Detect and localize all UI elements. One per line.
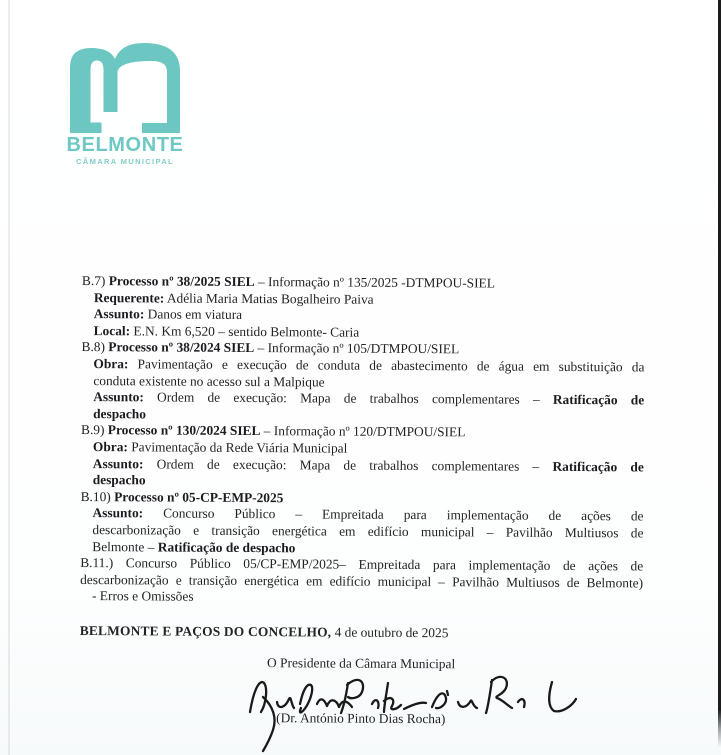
text-segment-bold: Assunto:	[92, 505, 144, 521]
text-segment: Ordem de execução: Mapa de trabalhos complementares –	[143, 389, 553, 408]
text-segment-bold: Requerente:	[93, 289, 165, 306]
text-segment: B.9)	[80, 422, 108, 438]
text-segment-bold: Processo nº 05-CP-EMP-2025	[114, 488, 284, 505]
signer-title: O Presidente da Câmara Municipal	[267, 655, 456, 672]
logo-brand-text: BELMONTE	[66, 134, 184, 156]
text-segment-bold: Ratificação de	[552, 458, 644, 474]
process-item	[80, 489, 643, 559]
text-segment: – Informação nº 135/2025 -DTMPOU-SIEL	[254, 274, 495, 291]
text-segment: Adélia Maria Matias Bogalheiro Paiva	[164, 290, 374, 307]
text-segment-bold: Local:	[93, 322, 131, 339]
text-segment-bold: despacho	[93, 405, 147, 422]
text-segment: Belmonte –	[92, 538, 158, 554]
text-segment-bold: Processo nº 38/2024 SIEL	[108, 339, 255, 356]
logo-subtitle: CÂMARA MUNICIPAL	[76, 157, 174, 166]
text-segment-bold: Obra:	[92, 439, 128, 455]
municipality-logo	[66, 43, 184, 166]
signature-area	[79, 671, 642, 712]
process-item	[82, 273, 645, 343]
text-segment: B.7)	[81, 273, 109, 289]
process-line	[81, 389, 644, 409]
text-segment-bold: Assunto:	[93, 389, 144, 405]
text-segment: Pavimentação e execução de conduta de abastecimento de água em substituição da	[128, 356, 645, 375]
signer-name: (Dr. António Pinto Dias Rocha)	[276, 710, 446, 727]
text-segment: B.8)	[81, 339, 109, 355]
text-segment-bold: Ratificação de despacho	[157, 538, 296, 555]
text-segment: Danos em viatura	[144, 306, 243, 323]
text-segment-bold: Ratificação de	[552, 392, 645, 408]
text-segment: B.10)	[80, 488, 115, 504]
text-segment: – Informação nº 105/DTMPOU/SIEL	[254, 340, 460, 357]
place-name: BELMONTE E PAÇOS DO CONCELHO,	[79, 622, 332, 640]
text-segment: Concurso Público – Empreitada para implementação de ações de	[143, 505, 644, 524]
scan-edge-left	[8, 0, 10, 755]
process-line	[80, 588, 643, 608]
process-list	[80, 273, 645, 608]
text-segment-bold: Obra:	[93, 356, 129, 372]
process-item	[80, 555, 643, 608]
text-segment-bold: despacho	[92, 472, 146, 488]
text-segment-bold: Processo nº 38/2025 SIEL	[108, 273, 255, 290]
text-segment: conduta existente no acesso sul a Malpique	[93, 372, 325, 390]
text-segment-bold: Assunto:	[92, 455, 144, 471]
text-segment: – Informação nº 120/DTMPOU/SIEL	[260, 423, 466, 440]
text-segment: - Erros e Omissões	[91, 588, 194, 604]
text-segment: Pavimentação da Rede Viária Municipal	[127, 439, 348, 456]
text-segment: Ordem de execução: Mapa de trabalhos complementares –	[143, 455, 553, 474]
date-text: 4 de outubro de 2025	[331, 624, 449, 641]
process-item	[81, 422, 644, 492]
place-date-line	[80, 623, 643, 643]
text-segment: descarbonização e transição energética em edifício municipal – Pavilhão Multiusos de	[92, 521, 644, 541]
text-segment-bold: Assunto:	[93, 306, 145, 322]
text-segment: descarbonização e transição energética em edifício municipal – Pavilhão Multiusos de Belmonte)	[80, 571, 644, 591]
process-item	[81, 339, 644, 425]
document-body	[79, 273, 645, 730]
text-segment: B.11.) Concurso Público 05/CP-EMP/2025– Empreitada para implementação de ações de	[80, 555, 644, 574]
logo-m-icon	[70, 43, 180, 133]
text-segment: E.N. Km 6,520 – sentido Belmonte- Caria	[130, 323, 360, 340]
text-segment-bold: Processo nº 130/2024 SIEL	[107, 422, 261, 439]
